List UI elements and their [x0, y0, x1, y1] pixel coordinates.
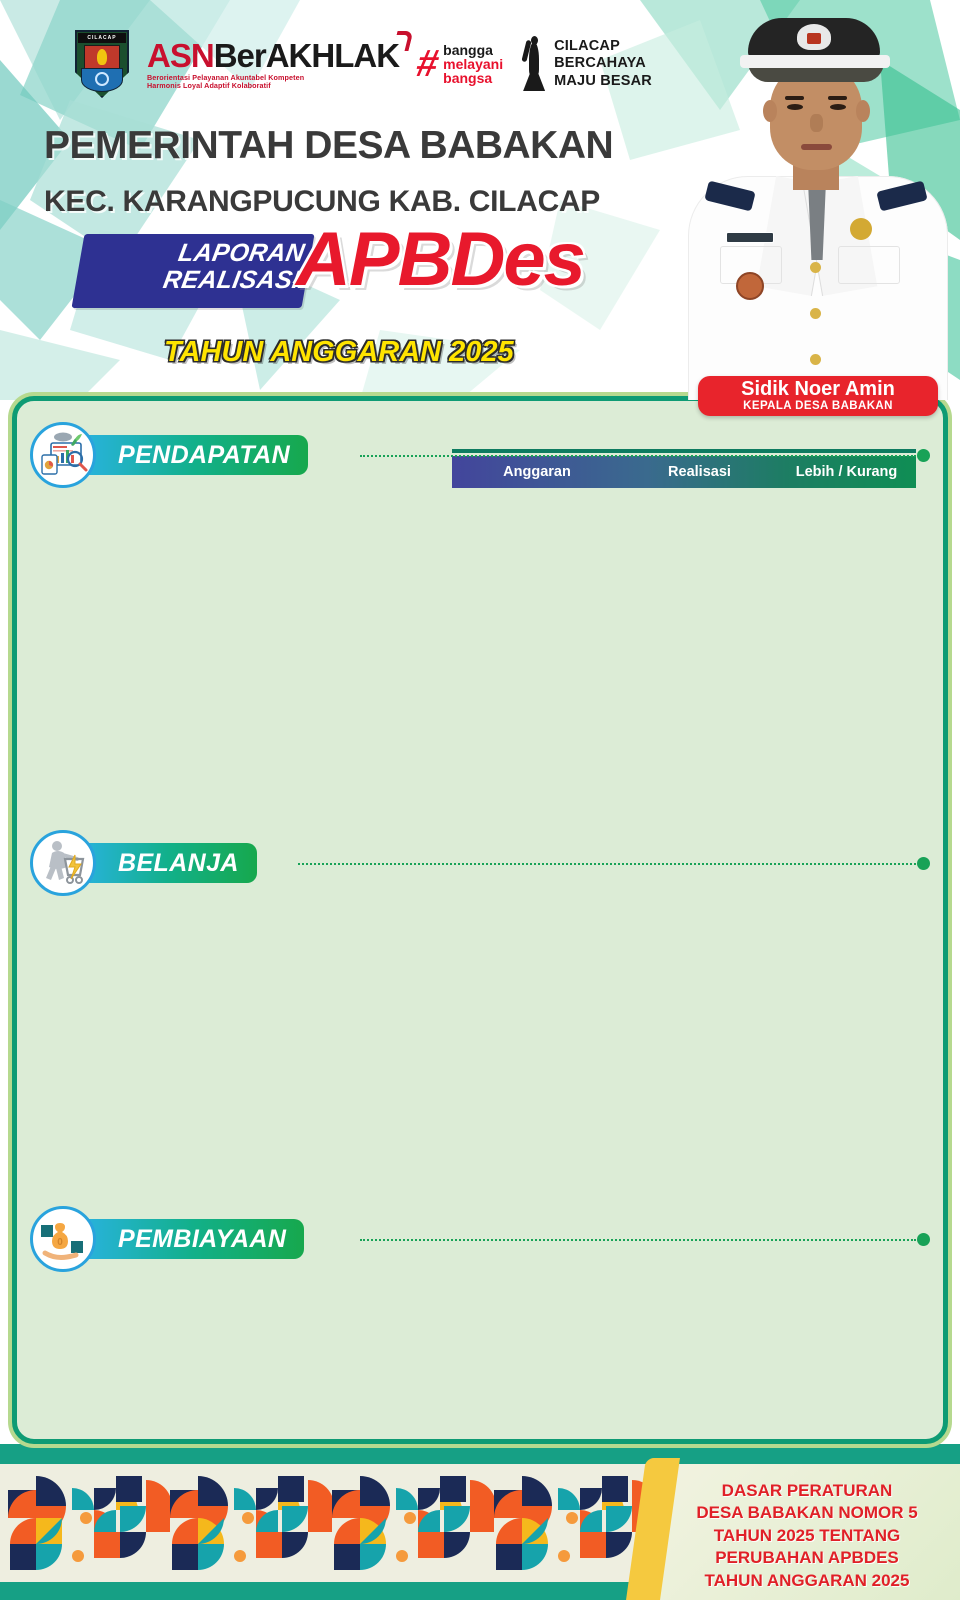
logo-row [75, 24, 652, 104]
asn-berakhlak-logo [147, 39, 399, 88]
bangga-line1: bangga [443, 41, 493, 58]
chart-report-icon [30, 422, 96, 488]
bangga-line3: bangsa [443, 70, 493, 87]
page-subtitle: KEC. KARANGPUCUNG KAB. CILACAP [44, 185, 601, 218]
cilacap-crest-icon [75, 30, 129, 98]
decorative-pattern [0, 1464, 648, 1582]
cilacap-slogan-line1: CILACAP [554, 38, 620, 55]
legal-line-5: TAHUN ANGGARAN 2025 [704, 1570, 910, 1590]
asn-logo-text-primary: ASN [147, 37, 214, 75]
section-header-pembiayaan [30, 1208, 930, 1270]
section-title-pendapatan: PENDAPATAN [118, 440, 291, 469]
report-panel [12, 396, 948, 1444]
column-header-realisasi: Realisasi [668, 464, 731, 480]
svg-text:0: 0 [57, 1237, 63, 1248]
section-header-belanja [30, 832, 930, 894]
column-header-anggaran: Anggaran [503, 464, 571, 480]
cilacap-bercahaya-logo [521, 36, 652, 92]
cilacap-slogan-line3: MAJU BESAR [554, 72, 652, 89]
section-title-pembiayaan: PEMBIAYAAN [118, 1224, 287, 1253]
section-pill-pendapatan [72, 435, 308, 475]
section-header-pendapatan [30, 424, 930, 486]
legal-line-1: DASAR PERATURAN [721, 1481, 893, 1500]
asn-tagline-line2: Harmonis Loyal Adaptif Kolaboratif [147, 80, 271, 90]
money-hand-icon [30, 1206, 96, 1272]
section-divider-line [360, 1239, 916, 1241]
person-role: KEPALA DESA BABAKAN [743, 400, 893, 412]
section-title-belanja: BELANJA [118, 848, 239, 877]
section-pill-pembiayaan [72, 1219, 304, 1259]
column-header-selisih: Lebih / Kurang [795, 464, 898, 480]
footer [0, 1444, 960, 1600]
asn-tagline-line1: Berorientasi Pelayanan Akuntabel Kompeten [147, 73, 305, 83]
bangga-melayani-bangsa-logo [412, 41, 504, 87]
section-end-dot [917, 1233, 930, 1246]
fiscal-year-label: TAHUN ANGGARAN 2025 [164, 336, 514, 368]
page-title: PEMERINTAH DESA BABAKAN [44, 124, 614, 167]
laporan-line1: LAPORAN [176, 239, 307, 267]
village-head-photo [660, 0, 960, 400]
legal-line-2: DESA BABAKAN NOMOR 5 [696, 1503, 918, 1523]
cilacap-slogan-line2: BERCAHAYA [554, 55, 646, 72]
section-pill-belanja [72, 843, 257, 883]
section-divider-line [298, 863, 916, 865]
apbdes-wordmark: APBDes [296, 217, 584, 302]
legal-line-4: PERUBAHAN APBDES [715, 1548, 899, 1568]
section-end-dot [917, 449, 930, 462]
asn-logo-text-secondary: BerAKHLAK [213, 37, 400, 75]
laporan-realisasi-text [85, 240, 314, 293]
crest-label: CILACAP [78, 33, 126, 43]
legal-line-3: TAHUN 2025 TENTANG [713, 1525, 901, 1545]
statue-icon [521, 36, 547, 92]
bangga-line2: melayani [443, 55, 504, 72]
section-divider-line [360, 455, 916, 457]
shopping-cart-person-icon [30, 830, 96, 896]
legal-basis-text [660, 1480, 954, 1592]
person-name-badge [698, 376, 938, 416]
laporan-line2: REALISASI [161, 265, 303, 294]
section-end-dot [917, 857, 930, 870]
asn-swoosh-icon [393, 31, 414, 51]
person-name: Sidik Noer Amin [741, 378, 895, 400]
hashtag-icon: # [412, 42, 443, 85]
